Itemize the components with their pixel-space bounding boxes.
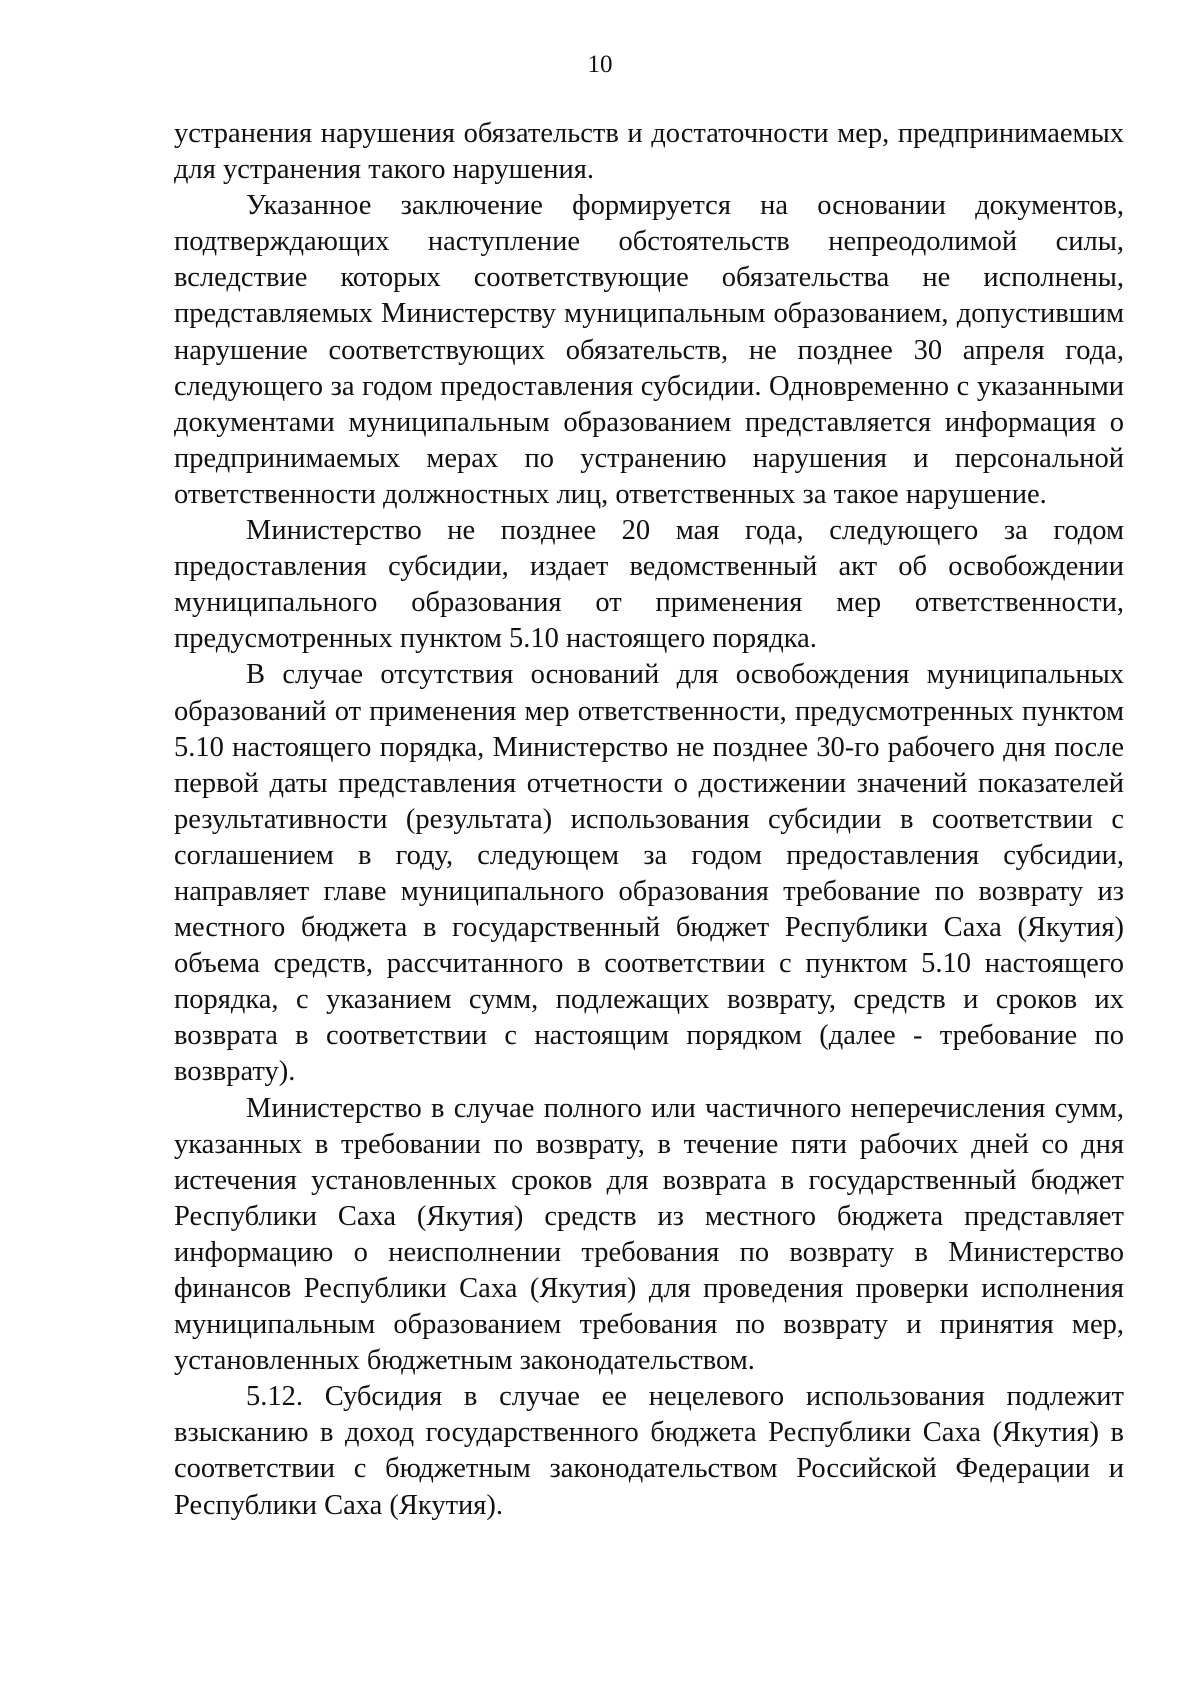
document-body — [174, 116, 1124, 1524]
paragraph-refund-requirement: В случае отсутствия оснований для освобождения муниципальных образований от применения мер ответственности, предусмотренных пунктом 5.10 настоящего порядка, Министерство не позднее 30-го рабочего дня после первой даты представления отчетности о достижении значений показателей результативности (результата) использования субсидии в соответствии с соглашением в году, следующем за годом предоставления субсидии, направляет главе муниципального образования требование по возврату из местного бюджета в государственный бюджет Республики Саха (Якутия) объема средств, рассчитанного в соответствии с пунктом 5.10 настоящего порядка, с указанием сумм, подлежащих возврату, средств и сроков их возврата в соответствии с настоящим порядком (далее - требование по возврату). — [174, 659, 1124, 1088]
page-number: 10 — [587, 51, 613, 78]
paragraph-conclusion-basis: Указанное заключение формируется на основании документов, подтверждающих наступление обстоятельств непреодолимой силы, вследствие которых соответствующие обязательства не исполнены, представляемых Министерству муниципальным образованием, допустившим нарушение соответствующих обязательств, не позднее 30 апреля года, следующего за годом предоставления субсидии. Одновременно с указанными документами муниципальным образованием представляется информация о предпринимаемых мерах по устранению нарушения и персональной ответственности должностных лиц, ответственных за такое нарушение. — [174, 190, 1124, 510]
paragraph-ministry-release-act: Министерство не позднее 20 мая года, следующего за годом предоставления субсидии, издает ведомственный акт об освобождении муниципального образования от применения мер ответственности, предусмотренных пунктом 5.10 настоящего порядка. — [174, 515, 1124, 655]
paragraph-clause-5-12: 5.12. Субсидия в случае ее нецелевого использования подлежит взысканию в доход государственного бюджета Республики Саха (Якутия) в соответствии с бюджетным законодательством Российской Федерации и Республики Саха (Якутия). — [174, 1381, 1124, 1521]
paragraph-nonpayment-info: Министерство в случае полного или частичного неперечисления сумм, указанных в требовании по возврату, в течение пяти рабочих дней со дня истечения установленных сроков для возврата в государственный бюджет Республики Саха (Якутия) средств из местного бюджета представляет информацию о неисполнении требования по возврату в Министерство финансов Республики Саха (Якутия) для проведения проверки исполнения муниципальным образованием требования по возврату и принятия мер, установленных бюджетным законодательством. — [174, 1092, 1124, 1377]
paragraph-continuation: устранения нарушения обязательств и достаточности мер, предпринимаемых для устранения такого нарушения. — [174, 118, 1124, 186]
